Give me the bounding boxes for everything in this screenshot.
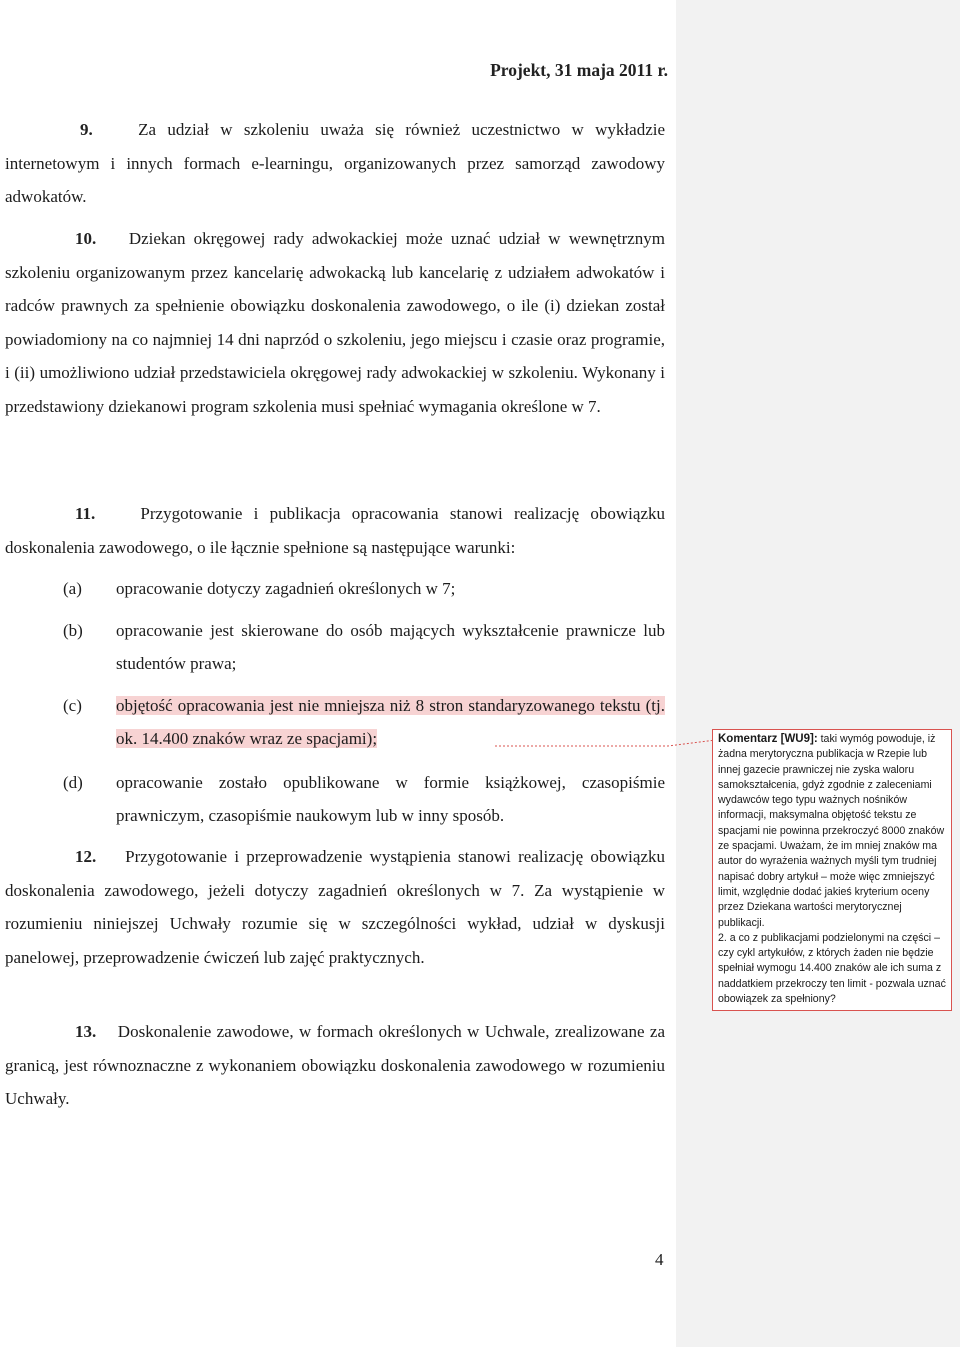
paragraph-number: 11.: [75, 504, 96, 523]
comment-balloon[interactable]: [712, 729, 952, 1011]
list-item-c: [63, 689, 665, 755]
list-item-text: opracowanie dotyczy zagadnień określonych w 7;: [116, 579, 456, 598]
list-item-label: (c): [63, 696, 82, 715]
list-item-a: [63, 572, 665, 605]
list-item-text: opracowanie zostało opublikowane w formie książkowej, czasopiśmie prawniczym, czasopiśmie naukowym lub w inny sposób.: [116, 773, 665, 825]
paragraph-number: 10.: [75, 229, 97, 248]
paragraph-text: Przygotowanie i przeprowadzenie wystąpienia stanowi realizację obowiązku doskonalenia zawodowego, jeżeli dotyczy zagadnień określonych w 7. Za wystąpienie w rozumieniu niniejszej Uchwały rozumie się w szczególności wykład, udział w dyskusji panelowej, przeprowadzenie ćwiczeń lub zajęć praktycznych.: [5, 847, 665, 967]
list-item-label: (b): [63, 621, 83, 640]
paragraph-number: 13.: [75, 1022, 97, 1041]
paragraph-text: Za udział w szkoleniu uważa się również uczestnictwo w wykładzie internetowym i innych formach e-learningu, organizowanych przez samorząd zawodowy adwokatów.: [5, 120, 666, 206]
paragraph-text: Dziekan okręgowej rady adwokackiej może uznać udział w wewnętrznym szkoleniu organizowanym przez kancelarię adwokacką lub kancelarię z udziałem adwokatów i radców prawnych za spełnienie obowiązku doskonalenia zawodowego, o ile (i) dziekan został powiadomiony na co najmniej 14 dni naprzód o szkoleniu, jego miejscu i czasie oraz programie, i (ii) umożliwiono udział przedstawiciela okręgowej rady adwokackiej w szkoleniu. Wykonany i przedstawiony dziekanowi program szkolenia musi spełniać wymagania określone w 7.: [5, 229, 665, 416]
list-item-label: (a): [63, 579, 82, 598]
list-item-text: opracowanie jest skierowane do osób mających wykształcenie prawnicze lub studentów prawa;: [116, 621, 665, 673]
list-item-d: [63, 766, 665, 832]
paragraph-number: 9.: [80, 120, 93, 139]
paragraph-9: [5, 113, 665, 214]
highlighted-commented-text[interactable]: objętość opracowania jest nie mniejsza niż 8 stron standaryzowanego tekstu (tj. ok. 14.400 znaków wraz ze spacjami);: [116, 696, 665, 748]
document-header: Projekt, 31 maja 2011 r.: [490, 60, 668, 80]
paragraph-10: [5, 222, 665, 423]
comment-margin: [676, 0, 960, 1347]
comment-heading: Komentarz [WU9]:: [718, 733, 818, 745]
list-item-b: [63, 614, 665, 680]
page-number: 4: [655, 1250, 664, 1269]
comment-body: taki wymóg powoduje, iż żadna merytoryczna publikacja w Rzepie lub innej gazecie prawniczej nie zyska waloru samokształcenia, gdyż zgodnie z zaleceniami wydawców tego typu ważnych nośników informacji, maksymalna objętość tekstu ze spacjami nie powinna przekroczyć 8000 znaków ze spacjami. Uważam, że im mniej znaków ma autor do wyrażenia ważnych myśli tym trudniej napisać dobry artykuł – może więc zmniejszyć limit, względnie dodać jakieś kryterium oceny przez Dziekana wartości merytorycznej publikacji.: [718, 733, 945, 929]
paragraph-12: [5, 840, 665, 974]
comment-body-point-2: 2. a co z publikacjami podzielonymi na części – czy cykl artykułów, z których żaden nie będzie spełniał wymogu 14.400 znaków ale ich suma z naddatkiem przekroczy ten limit - pozwala uznać obowiązek za spełniony?: [718, 931, 946, 1006]
paragraph-text: Przygotowanie i publikacja opracowania stanowi realizację obowiązku doskonalenia zawodowego, o ile łącznie spełnione są następujące warunki:: [5, 504, 665, 557]
paragraph-11: [5, 497, 665, 564]
list-item-label: (d): [63, 773, 83, 792]
paragraph-number: 12.: [75, 847, 97, 866]
paragraph-13: [5, 1015, 665, 1116]
paragraph-text: Doskonalenie zawodowe, w formach określonych w Uchwale, zrealizowane za granicą, jest równoznaczne z wykonaniem obowiązku doskonalenia zawodowego w rozumieniu Uchwały.: [5, 1022, 665, 1108]
